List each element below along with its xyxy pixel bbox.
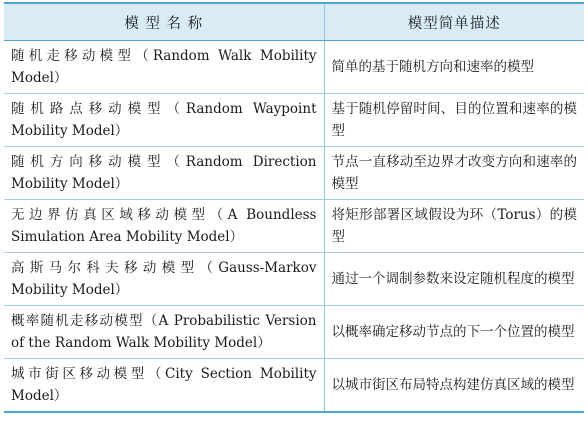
model-description-cell: 节点一直移动至边界才改变方向和速率的模型 xyxy=(324,147,584,200)
model-name-cell: 无边界仿真区域移动模型（A Boundless Simulation Area Mobility Model） xyxy=(4,200,324,253)
model-description-cell: 基于随机停留时间、目的位置和速率的模型 xyxy=(324,94,584,147)
table-row xyxy=(4,200,584,253)
table-row xyxy=(4,41,584,94)
model-description-cell: 将矩形部署区域假设为环（Torus）的模型 xyxy=(324,200,584,253)
column-header-model-name: 模 型 名 称 xyxy=(4,3,324,41)
model-name-cell: 概率随机走移动模型（A Probabilistic Version of the Random Walk Mobility Model） xyxy=(4,306,324,359)
table-row xyxy=(4,94,584,147)
model-description-cell: 通过一个调制参数来设定随机程度的模型 xyxy=(324,253,584,306)
table-body xyxy=(4,41,584,413)
table-row xyxy=(4,147,584,200)
table-row xyxy=(4,253,584,306)
model-name-cell: 高斯马尔科夫移动模型（Gauss-Markov Mobility Model） xyxy=(4,253,324,306)
table-header xyxy=(4,3,584,41)
model-description-cell: 以城市街区布局特点构建仿真区域的模型 xyxy=(324,359,584,413)
header-row xyxy=(4,3,584,41)
model-description-cell: 以概率确定移动节点的下一个位置的模型 xyxy=(324,306,584,359)
table-row xyxy=(4,359,584,413)
model-name-cell: 随机走移动模型（Random Walk Mobility Model） xyxy=(4,41,324,94)
table-row xyxy=(4,306,584,359)
column-header-model-description: 模型简单描述 xyxy=(324,3,584,41)
model-name-cell: 随机方向移动模型（Random Direction Mobility Model） xyxy=(4,147,324,200)
model-description-cell: 简单的基于随机方向和速率的模型 xyxy=(324,41,584,94)
mobility-models-table xyxy=(4,2,584,413)
model-name-cell: 随机路点移动模型（Random Waypoint Mobility Model） xyxy=(4,94,324,147)
model-name-cell: 城市街区移动模型（City Section Mobility Model） xyxy=(4,359,324,413)
